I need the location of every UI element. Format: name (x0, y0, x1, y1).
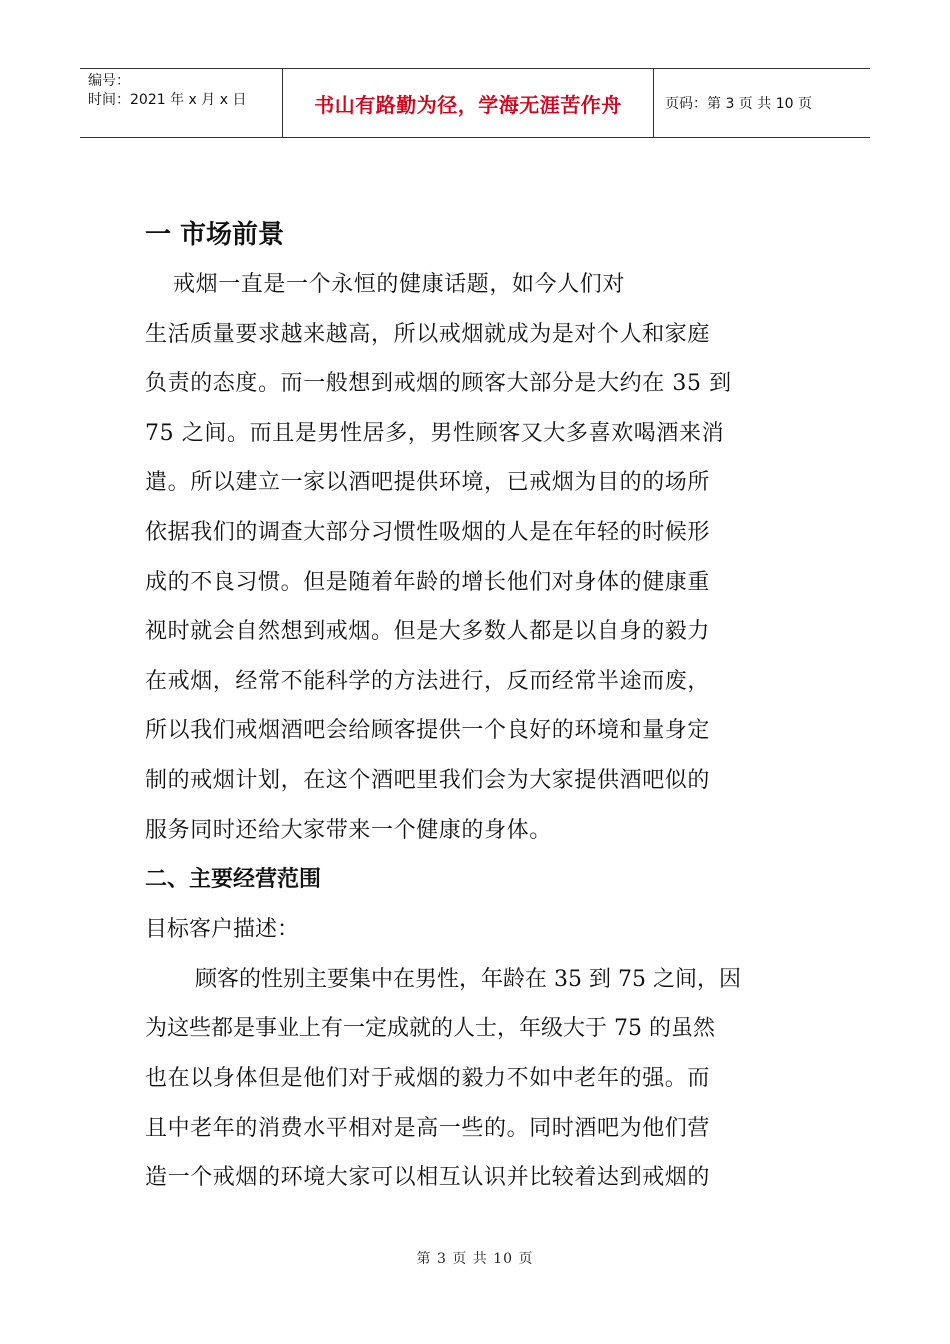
document-body (145, 210, 805, 1203)
paragraph-line: 成的不良习惯。但是随着年龄的增长他们对身体的健康重 (145, 569, 711, 595)
header-page-info: 页码：第 3 页 共 10 页 (665, 96, 812, 112)
paragraph-line: 制的戒烟计划，在这个酒吧里我们会为大家提供酒吧似的 (145, 767, 711, 793)
number-label: 编号： (88, 73, 130, 89)
paragraph-line: 生活质量要求越来越高，所以戒烟就成为是对个人和家庭 (145, 321, 711, 347)
subheading-target-customers: 目标客户描述： (145, 917, 300, 943)
paragraph-line: 视时就会自然想到戒烟。但是大多数人都是以自身的毅力 (145, 619, 711, 645)
paragraph-line: 顾客的性别主要集中在男性，年龄在 35 到 75 之间，因 (195, 966, 741, 992)
header-motto: 书山有路勤为径，学海无涯苦作舟 (314, 92, 622, 117)
header-divider (653, 69, 654, 137)
paragraph-line: 造一个戒烟的环境大家可以相互认识并比较着达到戒烟的 (145, 1165, 711, 1191)
paragraph-line: 服务同时还给大家带来一个健康的身体。 (145, 817, 552, 843)
paragraph-line: 且中老年的消费水平相对是高一些的。同时酒吧为他们营 (145, 1115, 711, 1141)
header-meta (88, 72, 246, 110)
paragraph-line: 为这些都是事业上有一定成就的人士，年级大于 75 的虽然 (145, 1016, 715, 1042)
paragraph-line: 也在以身体但是他们对于戒烟的毅力不如中老年的强。而 (145, 1065, 711, 1091)
paragraph-line: 在戒烟，经常不能科学的方法进行，反而经常半途而废， (145, 668, 711, 694)
section-heading-market: 一 市场前景 (145, 220, 285, 250)
section-heading-scope: 二、主要经营范围 (145, 867, 322, 893)
paragraph-line: 所以我们戒烟酒吧会给顾客提供一个良好的环境和量身定 (145, 718, 711, 744)
paragraph-line: 遣。所以建立一家以酒吧提供环境，已戒烟为目的的场所 (145, 470, 711, 496)
paragraph-line: 依据我们的调查大部分习惯性吸烟的人是在年轻的时候形 (145, 519, 711, 545)
header-table (80, 68, 870, 138)
paragraph-line: 75 之间。而且是男性居多，男性顾客又大多喜欢喝酒来消 (145, 420, 725, 446)
paragraph-line: 负责的态度。而一般想到戒烟的顾客大部分是大约在 35 到 (145, 371, 732, 397)
page-footer: 第 3 页 共 10 页 (416, 1251, 534, 1267)
time-label: 时间：2021 年 x 月 x 日 (88, 92, 247, 108)
paragraph-line: 戒烟一直是一个永恒的健康话题，如今人们对 (173, 272, 626, 297)
